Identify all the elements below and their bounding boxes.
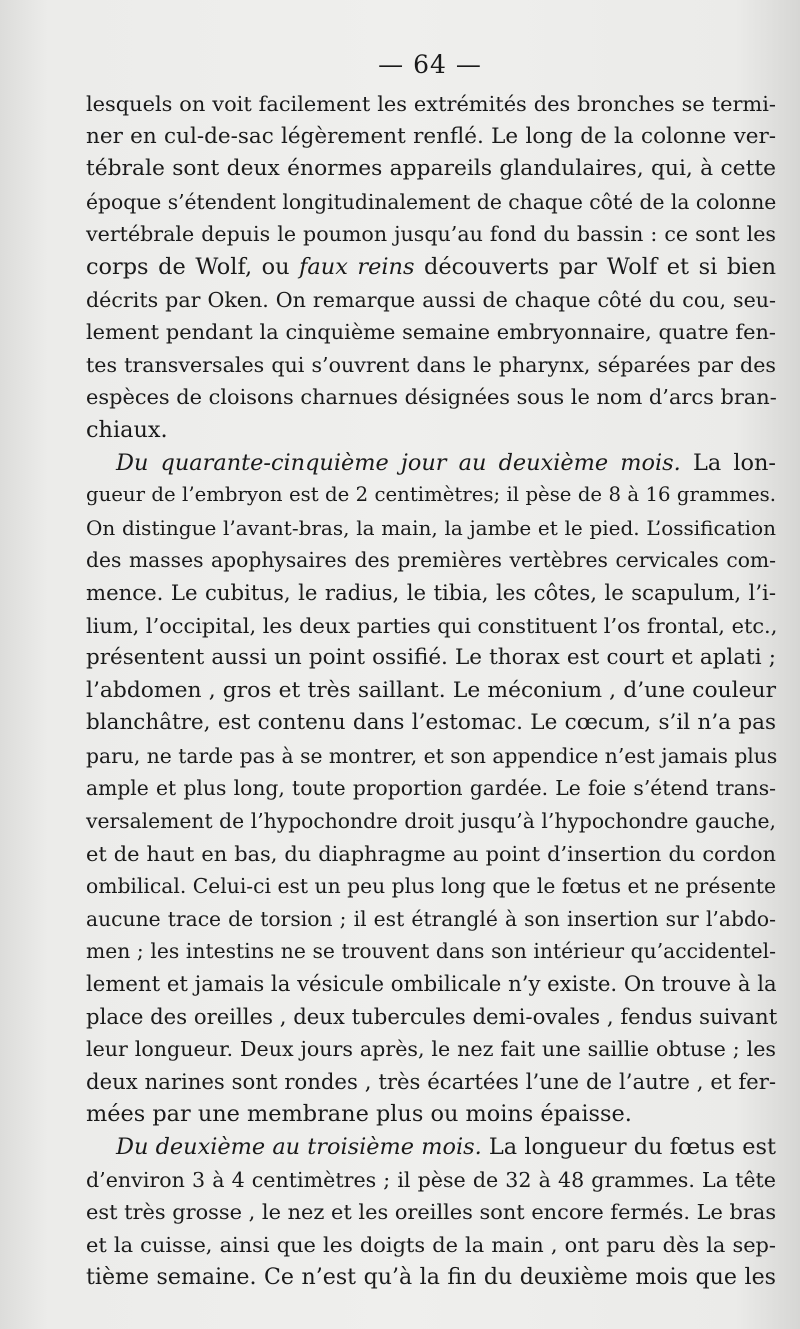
text-line: aucune trace de torsion ; il est étranglé à son insertion sur l’abdo- [86,906,776,931]
text-line: blanchâtre, est contenu dans l’estomac. Le cœcum, s’il n’a pas [86,710,776,736]
text-line: présentent aussi un point ossifié. Le thorax est court et aplati ; [86,645,776,671]
text-line: leur longueur. Deux jours après, le nez fait une saillie obtuse ; les [86,1037,776,1062]
text-line: place des oreilles , deux tubercules demi-ovales , fendus suivant [86,1003,778,1029]
text-line: espèces de cloisons charnues désignées sous le nom d’arcs bran- [86,385,777,410]
text-line: mées par une membrane plus ou moins épaisse. [86,1101,632,1128]
body-text [86,88,776,1294]
text-line: lement pendant la cinquième semaine embryonnaire, quatre fen- [86,320,776,345]
text-line: lement et jamais la vésicule ombilicale n’y existe. On trouve à la [86,971,777,997]
text-line [86,1131,776,1164]
text-segment: La lon- [680,449,776,476]
text-line: deux narines sont rondes , très écartées l’une de l’autre , et fer- [86,1068,776,1094]
text-line: ner en cul-de-sac légèrement renflé. Le long de la colonne ver- [86,123,776,149]
text-line: lesquels on voit facilement les extrémités des bronches se termi- [86,92,776,116]
text-line: versalement de l’hypochondre droit jusqu’à l’hypochondre gauche, [86,809,776,834]
text-line: et de haut en bas, du diaphragme au point d’insertion du cordon [86,841,776,866]
text-line: décrits par Oken. On remarque aussi de chaque côté du cou, seu- [86,287,776,312]
text-line: lium, l’occipital, les deux parties qui constituent l’os frontal, etc., [86,613,778,638]
italic-text: Du deuxième au troisième mois. [116,1134,482,1160]
text-line: des masses apophysaires des premières vertèbres cervicales com- [86,548,776,573]
text-line: d’environ 3 à 4 centimètres ; il pèse de 32 à 48 grammes. La tête [86,1167,776,1192]
text-line: est très grosse , le nez et les oreilles sont encore fermés. Le bras [86,1200,777,1225]
text-line: tes transversales qui s’ouvrent dans le pharynx, séparées par des [86,352,776,377]
text-line: l’abdomen , gros et très saillant. Le méconium , d’une couleur [86,677,776,703]
page-number: — 64 — [378,50,482,79]
text-line: et la cuisse, ainsi que les doigts de la main , ont paru dès la sep- [86,1232,776,1257]
text-line: ample et plus long, toute proportion gardée. Le foie s’étend trans- [86,776,776,801]
italic-text: Du quarante-cinquième jour au deuxième mois. [116,449,681,476]
text-line: mence. Le cubitus, le radius, le tibia, les côtes, le scapulum, l’i- [86,579,776,605]
text-line: men ; les intestins ne se trouvent dans son intérieur qu’accidentel- [86,939,776,964]
text-segment: découverts par Wolf et si bien [414,253,776,280]
text-segment: corps de Wolf, ou [86,253,300,280]
text-line: ombilical. Celui-ci est un peu plus long que le fœtus et ne présente [86,874,776,899]
text-line: chiaux. [86,416,168,443]
text-line: tième semaine. Ce n’est qu’à la fin du deuxième mois que les [86,1264,776,1291]
text-line: vertébrale depuis le poumon jusqu’au fond du bassin : ce sont les [86,222,776,247]
text-line: paru, ne tarde pas à se montrer, et son appendice n’est jamais plus [86,743,778,768]
text-line [86,251,776,284]
text-line: tébrale sont deux énormes appareils glandulaires, qui, à cette [86,156,776,182]
italic-text: faux reins [299,253,415,280]
text-line: époque s’étendent longitudinalement de chaque côté de la colonne [86,189,777,214]
text-line: gueur de l’embryon est de 2 centimètres; il pèse de 8 à 16 grammes. [86,483,776,507]
text-line [86,447,776,480]
text-line: On distingue l’avant-bras, la main, la jambe et le pied. L’ossification [86,515,776,540]
text-segment: La longueur du fœtus est [481,1134,776,1160]
